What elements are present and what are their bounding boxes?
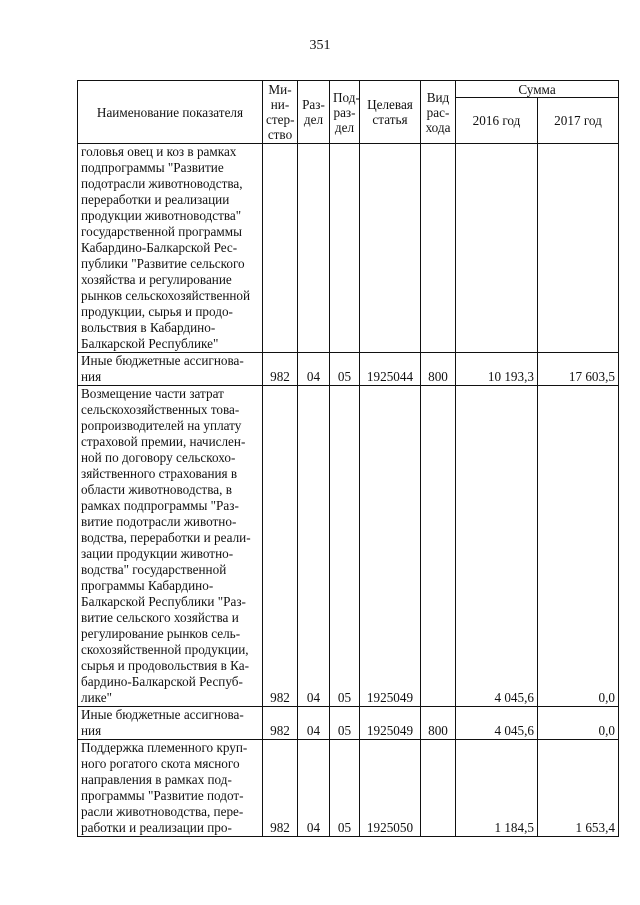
row-ministry: 982 [263,707,298,740]
row-name: Поддержка племенного круп-ного рогатого скота мясного направления в рамках под-программы "Развитие подот-расли животноводства, пере-работки и реализации про- [78,740,263,837]
row-sum-2017: 1 653,4 [538,740,619,837]
row-target: 1925044 [360,353,421,386]
header-year-2016: 2016 год [456,98,538,144]
header-section: Раз-дел [298,81,330,144]
row-target [360,144,421,353]
row-target: 1925050 [360,740,421,837]
header-target: Целевая статья [360,81,421,144]
row-target: 1925049 [360,707,421,740]
row-ministry: 982 [263,353,298,386]
row-subsection: 05 [330,386,360,707]
header-year-2017: 2017 год [538,98,619,144]
row-name: Возмещение части затрат сельскохозяйственных това-ропроизводителей на уплату страховой премии, начислен-ной по договору сельскохо-зяйственного страхования в области животноводства, в рамках подпрограммы "Раз-витие подотрасли животно-водства, переработки и реали-зации продукции животно-водства" государственной программы Кабардино-Балкарской Республики "Раз-витие сельского хозяйства и регулирование рынков сель-скохозяйственной продукции, сырья и продовольствия в Ка-бардино-Балкарской Респуб-лике" [78,386,263,707]
row-expense-type [421,144,456,353]
row-subsection: 05 [330,353,360,386]
row-sum-2016: 4 045,6 [456,386,538,707]
row-sum-2016 [456,144,538,353]
header-sum: Сумма [456,81,619,98]
row-target: 1925049 [360,386,421,707]
table-row [78,740,619,837]
row-ministry [263,144,298,353]
row-subsection: 05 [330,707,360,740]
header-subsection: Под-раз-дел [330,81,360,144]
row-expense-type: 800 [421,353,456,386]
budget-table [77,80,619,837]
header-expense-type: Вид рас-хода [421,81,456,144]
row-section: 04 [298,707,330,740]
header-name: Наименование показателя [78,81,263,144]
row-sum-2017: 0,0 [538,707,619,740]
table-row [78,386,619,707]
row-sum-2017 [538,144,619,353]
header-ministry: Ми-ни-стер-ство [263,81,298,144]
row-name: Иные бюджетные ассигнова-ния [78,707,263,740]
row-sum-2017: 17 603,5 [538,353,619,386]
table-row [78,144,619,353]
row-section [298,144,330,353]
row-sum-2016: 10 193,3 [456,353,538,386]
row-sum-2016: 1 184,5 [456,740,538,837]
row-ministry: 982 [263,386,298,707]
row-section: 04 [298,353,330,386]
row-section: 04 [298,386,330,707]
row-subsection: 05 [330,740,360,837]
row-ministry: 982 [263,740,298,837]
row-name: Иные бюджетные ассигнова-ния [78,353,263,386]
row-expense-type: 800 [421,707,456,740]
page-number: 351 [309,38,331,53]
row-expense-type [421,386,456,707]
row-name: головья овец и коз в рамках подпрограммы "Развитие подотрасли животноводства, переработки и реализации продукции животноводства" государственной программы Кабардино-Балкарской Рес-публики "Развитие сельского хозяйства и регулирование рынков сельскохозяйственной продукции, сырья и продо-вольствия в Кабардино-Балкарской Республике" [78,144,263,353]
table-row [78,353,619,386]
row-sum-2016: 4 045,6 [456,707,538,740]
row-sum-2017: 0,0 [538,386,619,707]
table-row [78,707,619,740]
row-expense-type [421,740,456,837]
row-subsection [330,144,360,353]
row-section: 04 [298,740,330,837]
